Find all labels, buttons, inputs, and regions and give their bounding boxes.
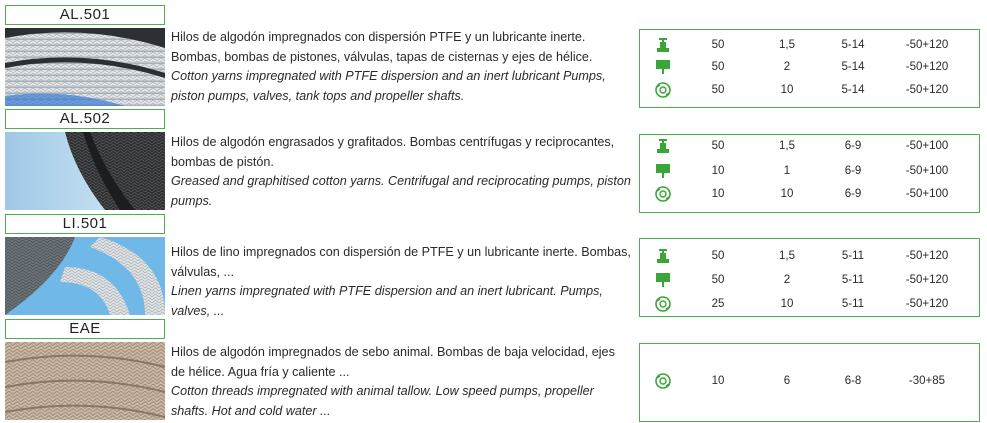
pressure-value: 50: [711, 250, 725, 262]
product-photo: [5, 28, 165, 106]
pressure-value: 50: [711, 84, 725, 96]
pressure-value: 10: [711, 375, 725, 387]
spec-table: [639, 134, 980, 213]
product-photo: [5, 132, 165, 210]
temperature-value: -50+120: [905, 298, 949, 310]
product-code: AL.502: [5, 109, 165, 129]
temperature-value: -50+120: [905, 61, 949, 73]
temperature-value: -50+100: [905, 188, 949, 200]
rotary-pump-icon: [654, 296, 672, 312]
speed-value: 2: [783, 61, 791, 73]
rotary-pump-icon: [654, 373, 672, 389]
pressure-value: 50: [711, 274, 725, 286]
spec-row: [640, 270, 979, 290]
spec-row: [640, 371, 979, 391]
product-photo: [5, 342, 165, 420]
valve-icon: [654, 138, 672, 154]
product-code: EAE: [5, 319, 165, 339]
spec-table: [639, 238, 980, 317]
ph-value: 6-8: [844, 375, 862, 387]
speed-value: 6: [783, 375, 791, 387]
piston-icon: [654, 59, 672, 75]
spec-row: [640, 136, 979, 156]
description-es: Hilos de lino impregnados con dispersión de PTFE y un lubricante inerte. Bombas, válvulas, ...: [171, 245, 631, 279]
piston-icon: [654, 272, 672, 288]
pressure-value: 50: [711, 140, 725, 152]
ph-value: 6-9: [844, 188, 862, 200]
piston-icon: [654, 163, 672, 179]
rotary-pump-icon: [654, 186, 672, 202]
temperature-value: -50+120: [905, 250, 949, 262]
temperature-value: -50+100: [905, 165, 949, 177]
ph-value: 5-14: [841, 84, 865, 96]
description-es: Hilos de algodón engrasados y grafitados. Bombas centrífugas y reciprocantes, bombas de pistón.: [171, 135, 615, 169]
speed-value: 10: [780, 84, 794, 96]
product-code: AL.501: [5, 5, 165, 25]
product-photo: [5, 237, 165, 315]
speed-value: 10: [780, 188, 794, 200]
spec-row: [640, 57, 979, 77]
spec-table: [639, 29, 980, 108]
temperature-value: -30+85: [908, 375, 946, 387]
temperature-value: -50+120: [905, 274, 949, 286]
valve-icon: [654, 248, 672, 264]
speed-value: 10: [780, 298, 794, 310]
ph-value: 6-9: [844, 165, 862, 177]
spec-row: [640, 80, 979, 100]
pressure-value: 10: [711, 188, 725, 200]
product-description: [171, 343, 631, 421]
ph-value: 5-11: [841, 250, 865, 262]
pressure-value: 10: [711, 165, 725, 177]
description-en: Cotton threads impregnated with animal tallow. Low speed pumps, propeller shafts. Hot and cold water ...: [171, 384, 594, 418]
pressure-value: 50: [711, 39, 725, 51]
spec-row: [640, 161, 979, 181]
pressure-value: 50: [711, 61, 725, 73]
valve-icon: [654, 37, 672, 53]
description-en: Greased and graphitised cotton yarns. Centrifugal and reciprocating pumps, piston pumps.: [171, 174, 631, 208]
product-description: [171, 243, 631, 321]
spec-row: [640, 35, 979, 55]
spec-row: [640, 294, 979, 314]
speed-value: 1: [783, 165, 791, 177]
speed-value: 1,5: [779, 140, 795, 152]
description-en: Linen yarns impregnated with PTFE dispersion and an inert lubricant. Pumps, valves, ...: [171, 284, 603, 318]
spec-table: [639, 343, 980, 422]
product-description: [171, 28, 631, 106]
spec-row: [640, 246, 979, 266]
temperature-value: -50+100: [905, 140, 949, 152]
ph-value: 5-11: [841, 274, 865, 286]
temperature-value: -50+120: [905, 39, 949, 51]
ph-value: 5-14: [841, 39, 865, 51]
speed-value: 1,5: [779, 39, 795, 51]
rotary-pump-icon: [654, 82, 672, 98]
product-code: LI.501: [5, 214, 165, 234]
ph-value: 5-11: [841, 298, 865, 310]
ph-value: 5-14: [841, 61, 865, 73]
ph-value: 6-9: [844, 140, 862, 152]
spec-row: [640, 184, 979, 204]
description-es: Hilos de algodón impregnados de sebo animal. Bombas de baja velocidad, ejes de hélice. Agua fría y caliente ...: [171, 345, 615, 379]
pressure-value: 25: [711, 298, 725, 310]
speed-value: 2: [783, 274, 791, 286]
description-es: Hilos de algodón impregnados con dispersión PTFE y un lubricante inerte. Bombas, bombas de pistones, válvulas, tapas de cisternas y ejes de hélice.: [171, 30, 593, 64]
speed-value: 1,5: [779, 250, 795, 262]
product-description: [171, 133, 631, 211]
temperature-value: -50+120: [905, 84, 949, 96]
description-en: Cotton yarns impregnated with PTFE dispersion and an inert lubricant Pumps, piston pumps, valves, tank tops and propeller shafts.: [171, 69, 606, 103]
